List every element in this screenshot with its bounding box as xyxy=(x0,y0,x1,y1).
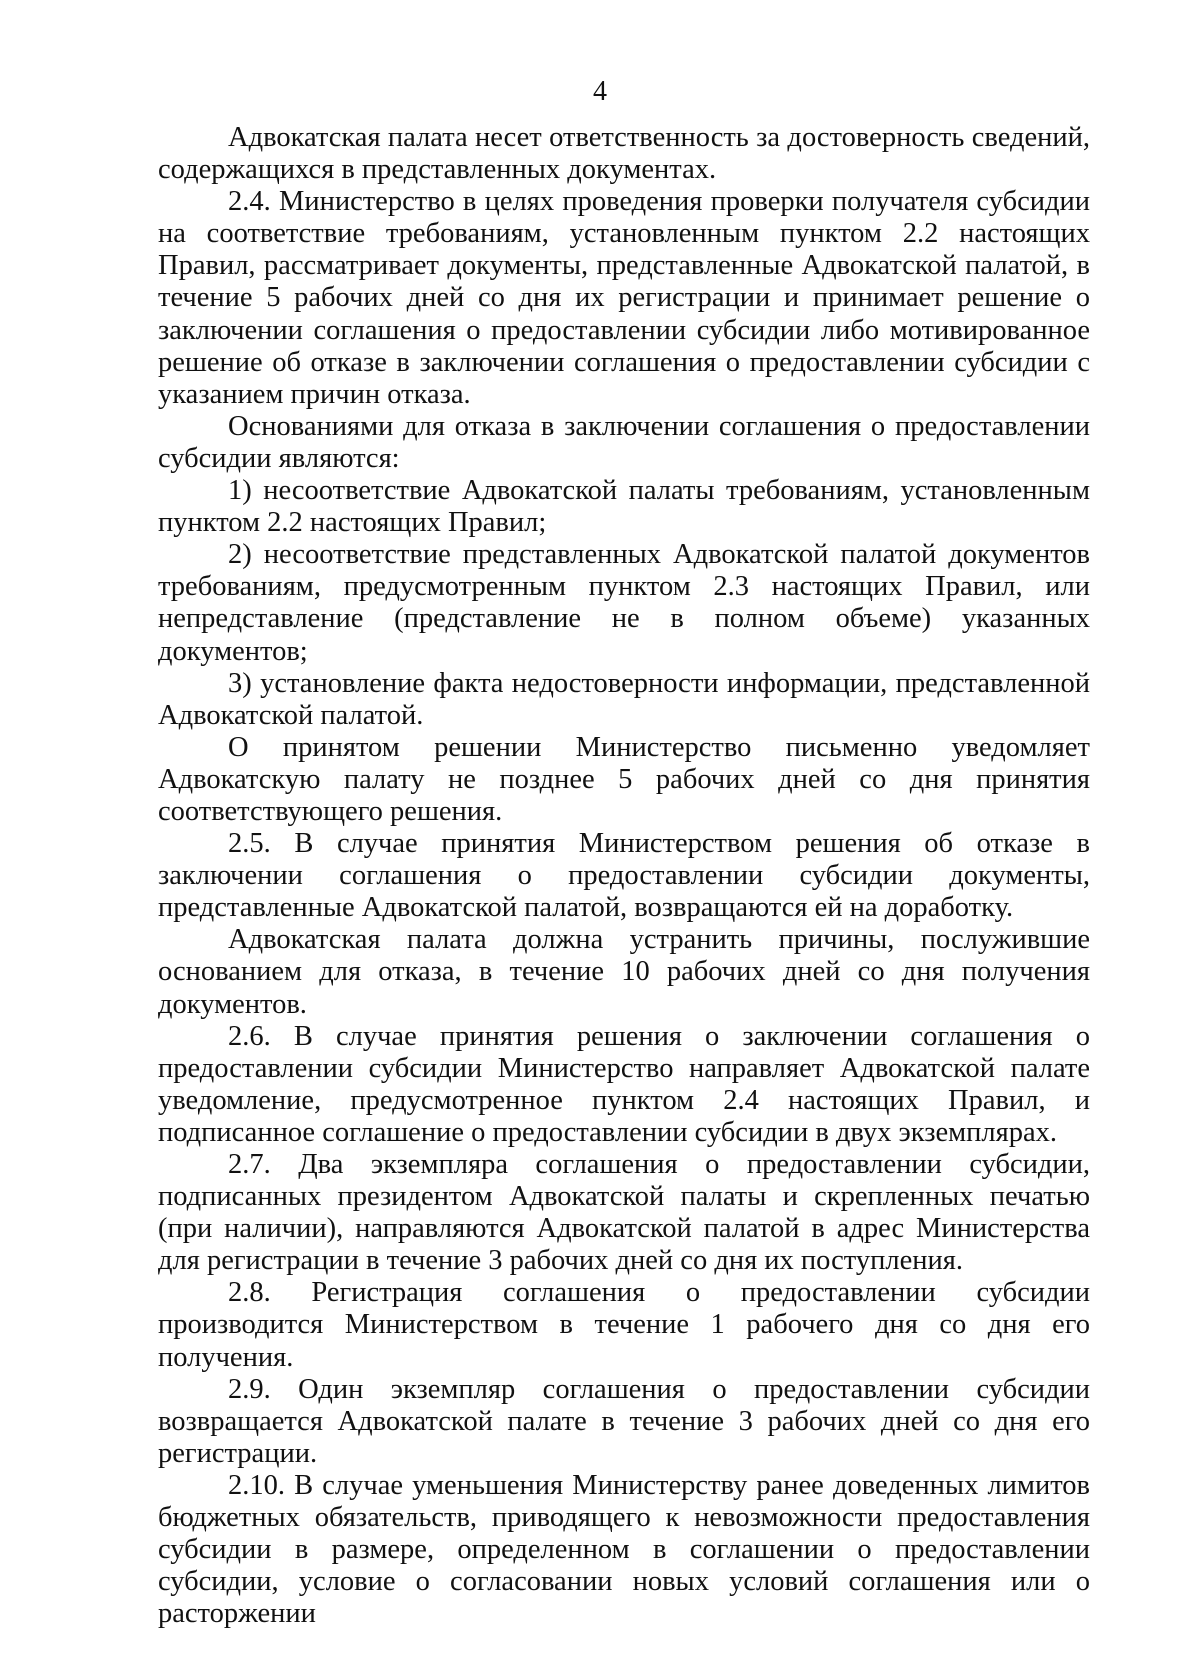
paragraph-refusal-grounds: Основаниями для отказа в заключении соглашения о предоставлении субсидии являются: xyxy=(158,410,1090,474)
document-body xyxy=(158,122,1090,1630)
paragraph-2-8: 2.8. Регистрация соглашения о предоставлении субсидии производится Министерством в течение 1 рабочего дня со дня его получения. xyxy=(158,1277,1090,1373)
paragraph-2-5: 2.5. В случае принятия Министерством решения об отказе в заключении соглашения о предоставлении субсидии документы, представленные Адвокатской палатой, возвращаются ей на доработку. xyxy=(158,828,1090,924)
paragraph-2-10: 2.10. В случае уменьшения Министерству ранее доведенных лимитов бюджетных обязательств, приводящего к невозможности предоставления субсидии в размере, определенном в соглашении о предоставлении субсидии, условие о согласовании новых условий соглашения или о расторжении xyxy=(158,1469,1090,1630)
paragraph-2-4: 2.4. Министерство в целях проведения проверки получателя субсидии на соответствие требованиям, установленным пунктом 2.2 настоящих Правил, рассматривает документы, представленные Адвокатской палатой, в течение 5 рабочих дней со дня их регистрации и принимает решение о заключении соглашения о предоставлении субсидии либо мотивированное решение об отказе в заключении соглашения о предоставлении субсидии с указанием причин отказа. xyxy=(158,186,1090,410)
paragraph-responsibility: Адвокатская палата несет ответственность за достоверность сведений, содержащихся в представленных документах. xyxy=(158,122,1090,186)
list-item-2: 2) несоответствие представленных Адвокатской палатой документов требованиям, предусмотренным пунктом 2.3 настоящих Правил, или непредставление (представление не в полном объеме) указанных документов; xyxy=(158,539,1090,667)
paragraph-2-9: 2.9. Один экземпляр соглашения о предоставлении субсидии возвращается Адвокатской палате в течение 3 рабочих дней со дня его регистрации. xyxy=(158,1373,1090,1469)
paragraph-notification: О принятом решении Министерство письменно уведомляет Адвокатскую палату не позднее 5 рабочих дней со дня принятия соответствующего решения. xyxy=(158,731,1090,827)
paragraph-correction: Адвокатская палата должна устранить причины, послужившие основанием для отказа, в течение 10 рабочих дней со дня получения документов. xyxy=(158,924,1090,1020)
paragraph-2-6: 2.6. В случае принятия решения о заключении соглашения о предоставлении субсидии Министерство направляет Адвокатской палате уведомление, предусмотренное пунктом 2.4 настоящих Правил, и подписанное соглашение о предоставлении субсидии в двух экземплярах. xyxy=(158,1020,1090,1148)
list-item-1: 1) несоответствие Адвокатской палаты требованиям, установленным пунктом 2.2 настоящих Правил; xyxy=(158,475,1090,539)
list-item-3: 3) установление факта недостоверности информации, представленной Адвокатской палатой. xyxy=(158,667,1090,731)
page-number: 4 xyxy=(593,76,607,107)
paragraph-2-7: 2.7. Два экземпляра соглашения о предоставлении субсидии, подписанных президентом Адвокатской палаты и скрепленных печатью (при наличии), направляются Адвокатской палатой в адрес Министерства для регистрации в течение 3 рабочих дней со дня их поступления. xyxy=(158,1149,1090,1277)
